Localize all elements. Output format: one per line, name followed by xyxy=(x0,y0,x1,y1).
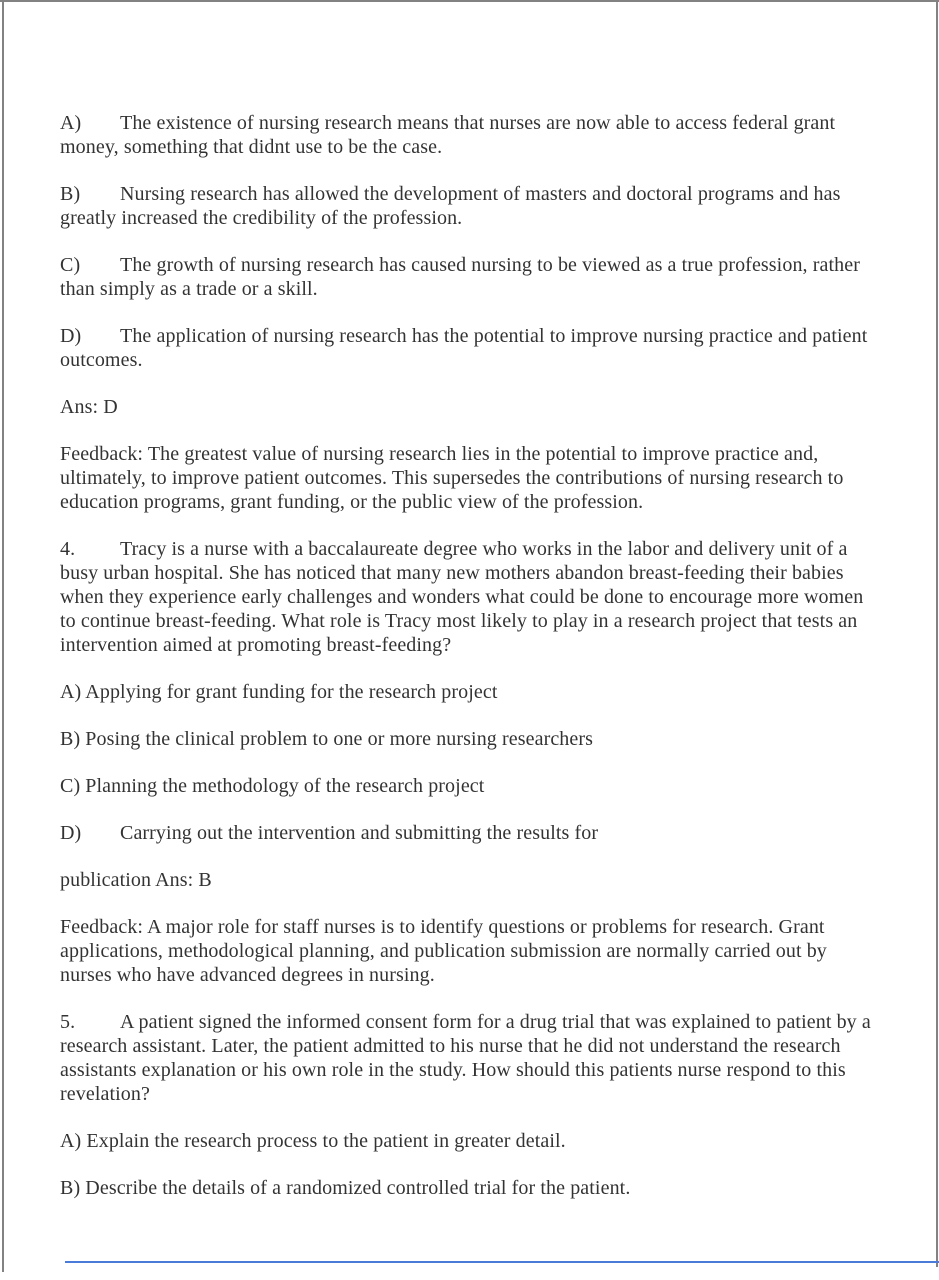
question-5-text: A patient signed the informed consent form for a drug trial that was explained to patient by a research assistant. Later, the patient admitted to his nurse that he did not understand the research assistants explanation or his own role in the study. How should this patients nurse respond to this revelation? xyxy=(60,1011,871,1105)
option-c-text: The growth of nursing research has caused nursing to be viewed as a true profession, rather than simply as a trade or a skill. xyxy=(60,254,860,300)
q4-option-d-text: Carrying out the intervention and submitting the results for xyxy=(120,822,599,844)
content-area xyxy=(60,0,872,1223)
option-b-label: B) xyxy=(60,183,81,205)
option-b xyxy=(60,182,872,230)
option-a-label: A) xyxy=(60,112,82,134)
page-border-left xyxy=(2,0,4,1272)
option-d-text: The application of nursing research has the potential to improve nursing practice and patient outcomes. xyxy=(60,325,868,371)
q5-option-b: B) Describe the details of a randomized controlled trial for the patient. xyxy=(60,1177,631,1199)
option-a-text: The existence of nursing research means that nurses are now able to access federal grant money, something that didnt use to be the case. xyxy=(60,112,836,158)
question-5-number: 5. xyxy=(60,1011,76,1033)
q4-option-c: C) Planning the methodology of the research project xyxy=(60,775,485,797)
q4-option-d-label: D) xyxy=(60,822,82,844)
page-border-right xyxy=(936,0,938,1267)
question-4 xyxy=(60,537,872,657)
option-c-label: C) xyxy=(60,254,81,276)
q4-option-b: B) Posing the clinical problem to one or more nursing researchers xyxy=(60,728,594,750)
answer-line: Ans: D xyxy=(60,396,118,418)
q4-option-d xyxy=(60,821,872,845)
option-b-text: Nursing research has allowed the development of masters and doctoral programs and has greatly increased the credibility of the profession. xyxy=(60,183,841,229)
feedback-paragraph: Feedback: The greatest value of nursing research lies in the potential to improve practice and, ultimately, to improve patient outcomes. This supersedes the contributions of nursing research to education programs, grant funding, or the public view of the profession. xyxy=(60,443,844,513)
q4-option-a: A) Applying for grant funding for the research project xyxy=(60,681,498,703)
option-a xyxy=(60,111,872,159)
bottom-rule xyxy=(65,1261,939,1263)
q5-option-a: A) Explain the research process to the patient in greater detail. xyxy=(60,1130,566,1152)
option-c xyxy=(60,253,872,301)
option-d xyxy=(60,324,872,372)
question-5 xyxy=(60,1010,872,1106)
question-4-text: Tracy is a nurse with a baccalaureate degree who works in the labor and delivery unit of a busy urban hospital. She has noticed that many new mothers abandon breast-feeding their babies when they experience early challenges and wonders what could be done to encourage more women to continue breast-feeding. What role is Tracy most likely to play in a research project that tests an intervention aimed at promoting breast-feeding? xyxy=(60,538,864,656)
q4-publication-answer-line: publication Ans: B xyxy=(60,869,212,891)
q4-feedback-paragraph: Feedback: A major role for staff nurses is to identify questions or problems for research. Grant applications, methodological planning, and publication submission are normally carried out by nurses who have advanced degrees in nursing. xyxy=(60,916,827,986)
option-d-label: D) xyxy=(60,325,82,347)
question-4-number: 4. xyxy=(60,538,76,560)
